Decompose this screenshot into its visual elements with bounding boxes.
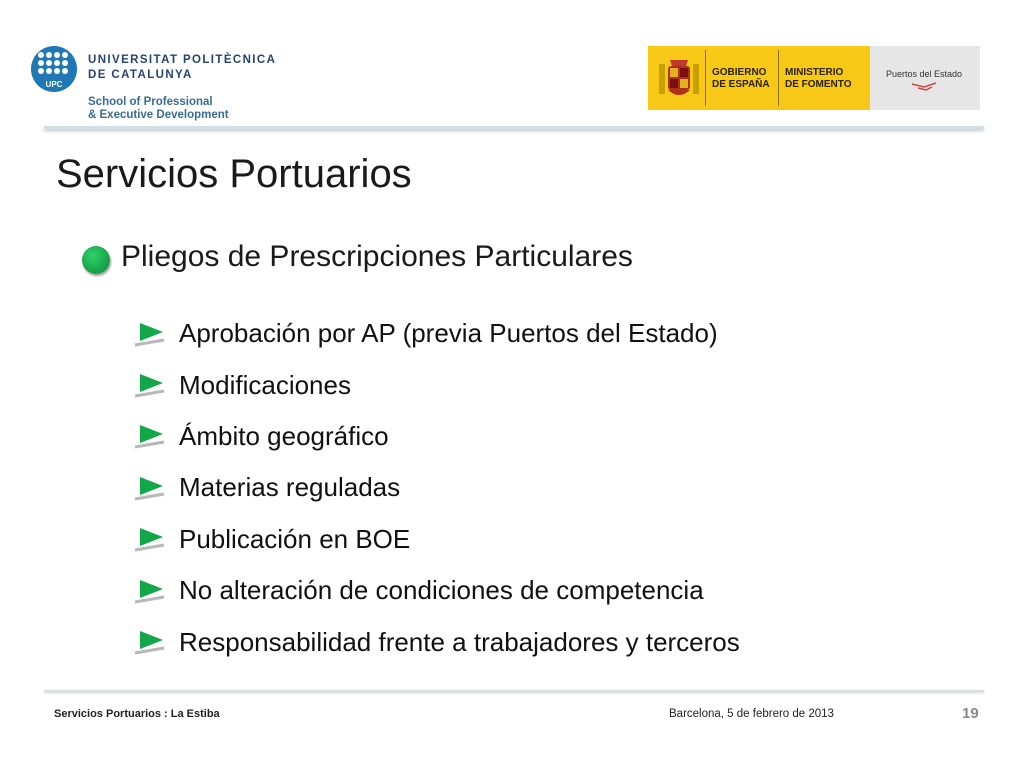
school-name-line2: & Executive Development (88, 109, 229, 121)
list-item-text: Ámbito geográfico (179, 420, 389, 451)
list-item-text: Materias reguladas (179, 472, 401, 503)
list-item (132, 462, 740, 513)
list-item (132, 565, 740, 616)
school-name-line1: School of Professional (88, 96, 213, 108)
list-item (132, 616, 740, 667)
green-arrow-icon (132, 319, 168, 349)
header-divider (44, 126, 984, 129)
list-item-text: Modificaciones (179, 369, 351, 400)
list-item-text: No alteración de condiciones de competencia (179, 575, 704, 606)
list-item (132, 514, 740, 565)
green-arrow-icon (132, 524, 168, 554)
upc-logo-dots (38, 52, 70, 78)
coat-of-arms-icon (656, 54, 702, 102)
university-name-line2: DE CATALUNYA (88, 69, 193, 81)
footer-title: Servicios Portuarios : La Estiba (54, 708, 220, 720)
logo-divider (705, 50, 706, 106)
main-bullet-text: Pliegos de Prescripciones Particulares (121, 240, 633, 273)
gobierno-line1: GOBIERNO (712, 67, 767, 78)
list-item (132, 411, 740, 462)
school-name (88, 96, 229, 122)
university-name (88, 53, 276, 83)
ministerio-line2: DE FOMENTO (785, 79, 852, 90)
puertos-wave-icon (910, 81, 940, 91)
ministerio-text (785, 67, 851, 91)
list-item (132, 308, 740, 359)
slide-title: Servicios Portuarios (56, 152, 412, 196)
list-item-text: Aprobación por AP (previa Puertos del Estado) (179, 318, 718, 349)
green-bullet-icon (82, 246, 110, 274)
footer-divider (44, 690, 984, 692)
page-number: 19 (962, 705, 979, 722)
green-arrow-icon (132, 421, 168, 451)
list-item-text: Publicación en BOE (179, 523, 411, 554)
green-arrow-icon (132, 627, 168, 657)
puertos-del-estado-text: Puertos del Estado (886, 69, 963, 79)
logo-divider (778, 50, 779, 106)
upc-logo-text: UPC (45, 80, 63, 89)
gobierno-text (712, 67, 770, 91)
gobierno-line2: DE ESPAÑA (712, 79, 770, 90)
green-arrow-icon (132, 576, 168, 606)
list-item (132, 359, 740, 410)
green-arrow-icon (132, 473, 168, 503)
footer-date: Barcelona, 5 de febrero de 2013 (669, 708, 834, 720)
bullet-list (132, 308, 740, 668)
ministerio-line1: MINISTERIO (785, 67, 844, 78)
list-item-text: Responsabilidad frente a trabajadores y terceros (179, 626, 740, 657)
university-name-line1: UNIVERSITAT POLITÈCNICA (88, 54, 277, 66)
green-arrow-icon (132, 370, 168, 400)
